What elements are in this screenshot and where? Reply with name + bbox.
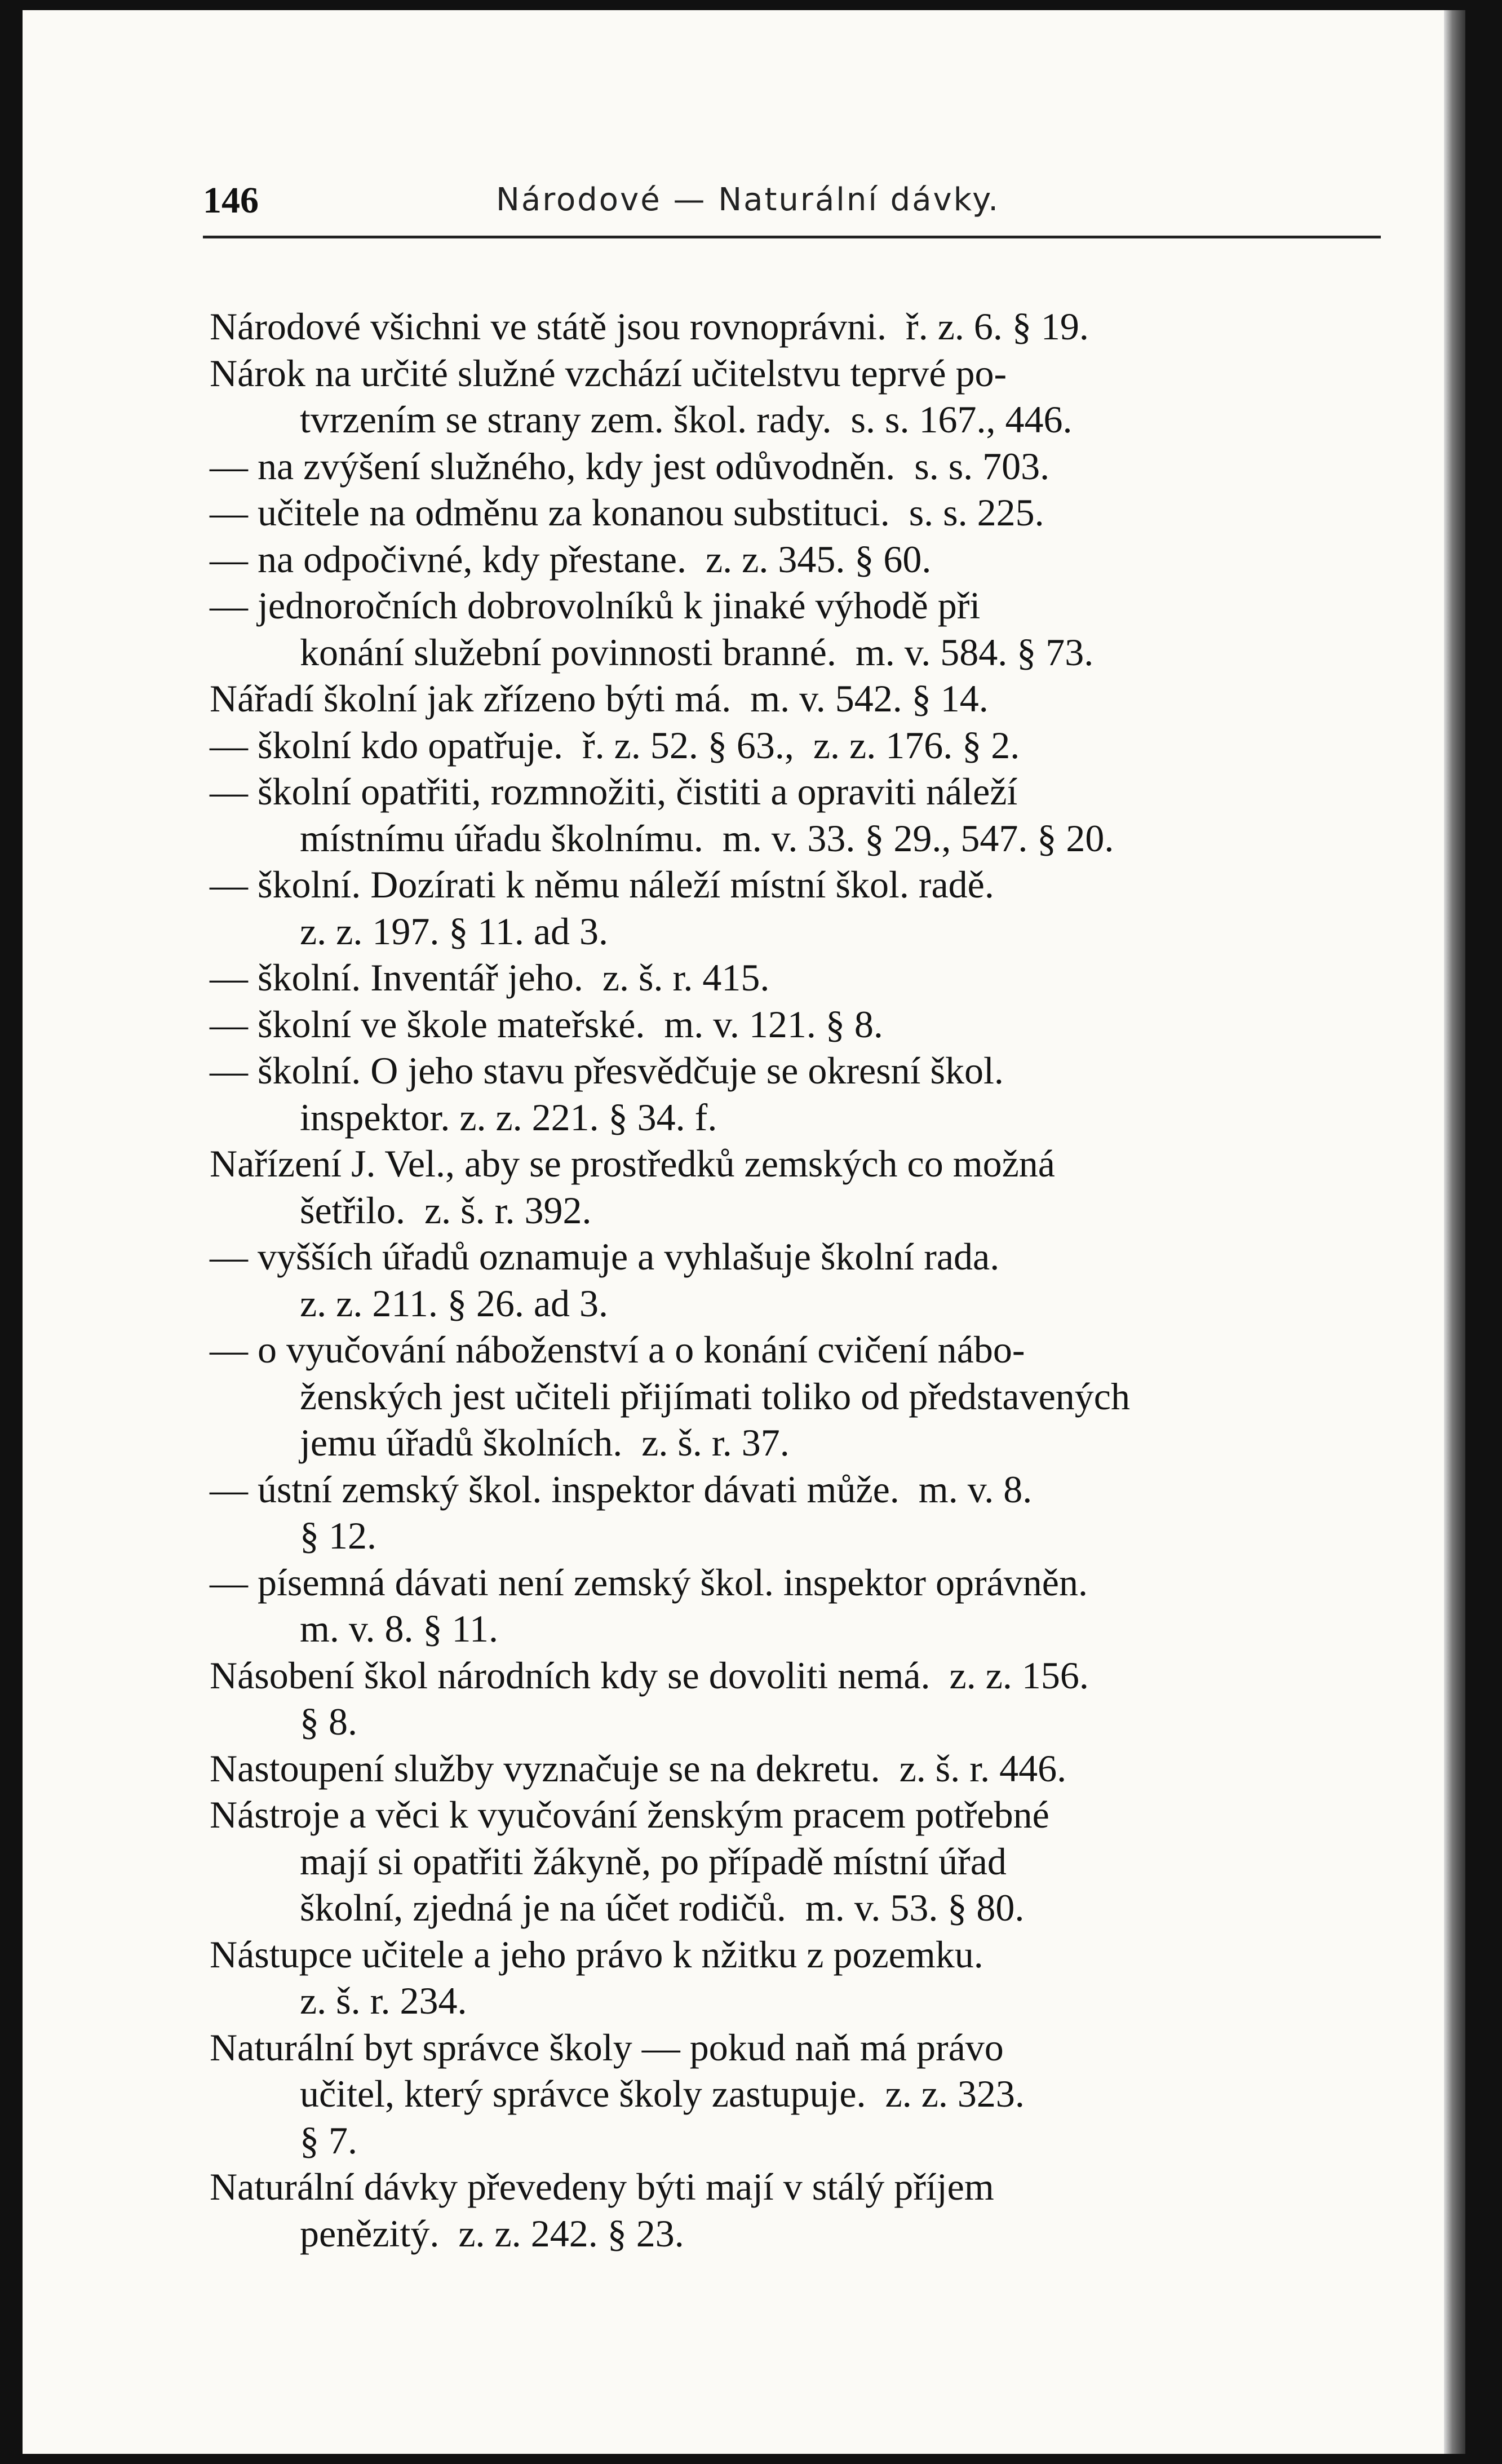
- index-line: — školní kdo opatřuje. ř. z. 52. § 63., z. z. 176. § 2.: [210, 723, 1020, 767]
- index-line: — písemná dávati není zemský škol. inspektor oprávněn.: [210, 1560, 1088, 1604]
- index-line: penězitý. z. z. 242. § 23.: [300, 2211, 684, 2255]
- page-number: 146: [203, 180, 259, 221]
- index-line: školní, zjedná je na účet rodičů. m. v. 53. § 80.: [300, 1886, 1025, 1929]
- index-line: jemu úřadů školních. z. š. r. 37.: [300, 1421, 790, 1464]
- index-entries: [210, 303, 1382, 2257]
- index-line: — o vyučování náboženství a o konání cvičení nábo-: [210, 1328, 1025, 1371]
- index-line: — školní. O jeho stavu přesvědčuje se okresní škol.: [210, 1049, 1004, 1092]
- page-edge-shadow: [1444, 10, 1465, 2454]
- index-line: mají si opatřiti žákyně, po případě místní úřad: [300, 1839, 1007, 1883]
- index-line: šetřilo. z. š. r. 392.: [300, 1188, 592, 1232]
- index-line: tvrzením se strany zem. škol. rady. s. s. 167., 446.: [300, 398, 1073, 441]
- index-line: místnímu úřadu školnímu. m. v. 33. § 29., 547. § 20.: [300, 816, 1114, 860]
- index-line: — na odpočivné, kdy přestane. z. z. 345. § 60.: [210, 537, 932, 581]
- header-rule: [203, 236, 1381, 238]
- index-line: Nářadí školní jak zřízeno býti má. m. v. 542. § 14.: [210, 677, 989, 720]
- index-line: Naturální dávky převedeny býti mají v stálý příjem: [210, 2165, 994, 2208]
- index-line: Nástroje a věci k vyučování ženským pracem potřebné: [210, 1793, 1049, 1836]
- index-line: z. z. 211. § 26. ad 3.: [300, 1281, 609, 1325]
- page-header: [203, 179, 1381, 230]
- running-title: Národové — Naturální dávky.: [496, 182, 1000, 218]
- index-line: — školní. Dozírati k němu náleží místní škol. radě.: [210, 863, 994, 906]
- index-line: m. v. 8. § 11.: [300, 1607, 498, 1650]
- index-line: § 8.: [300, 1700, 357, 1743]
- index-line: Naturální byt správce školy — pokud naň má právo: [210, 2025, 1004, 2069]
- index-line: Nařízení J. Vel., aby se prostředků zemských co možná: [210, 1142, 1055, 1185]
- index-line: inspektor. z. z. 221. § 34. f.: [300, 1095, 717, 1139]
- index-line: — školní opatřiti, rozmnožiti, čistiti a opraviti náleží: [210, 770, 1018, 813]
- index-line: — vyšších úřadů oznamuje a vyhlašuje školní rada.: [210, 1235, 1000, 1278]
- index-line: — jednoročních dobrovolníků k jinaké výhodě při: [210, 584, 981, 627]
- index-line: Národové všichni ve státě jsou rovnoprávni. ř. z. 6. § 19.: [210, 305, 1089, 348]
- index-line: Nárok na určité služné vzchází učitelstvu teprvé po-: [210, 351, 1007, 395]
- index-line: — školní ve škole mateřské. m. v. 121. § 8.: [210, 1002, 883, 1046]
- index-line: — na zvýšení služného, kdy jest odůvodněn. s. s. 703.: [210, 444, 1050, 488]
- book-page: [23, 10, 1465, 2454]
- index-line: — učitele na odměnu za konanou substituci. s. s. 225.: [210, 491, 1044, 534]
- index-line: — ústní zemský škol. inspektor dávati může. m. v. 8.: [210, 1467, 1033, 1511]
- index-line: § 7.: [300, 2118, 357, 2162]
- index-line: § 12.: [300, 1514, 376, 1557]
- index-line: z. z. 197. § 11. ad 3.: [300, 909, 609, 953]
- index-line: konání služební povinnosti branné. m. v. 584. § 73.: [300, 630, 1094, 674]
- index-line: — školní. Inventář jeho. z. š. r. 415.: [210, 956, 770, 999]
- index-line: ženských jest učiteli přijímati toliko od představených: [300, 1374, 1130, 1418]
- index-line: Násobení škol národních kdy se dovoliti nemá. z. z. 156.: [210, 1653, 1089, 1697]
- index-line: Nastoupení služby vyznačuje se na dekretu. z. š. r. 446.: [210, 1746, 1067, 1790]
- index-line: z. š. r. 234.: [300, 1979, 467, 2022]
- index-line: Nástupce učitele a jeho právo k nžitku z pozemku.: [210, 1932, 983, 1976]
- index-line: učitel, který správce školy zastupuje. z. z. 323.: [300, 2072, 1025, 2115]
